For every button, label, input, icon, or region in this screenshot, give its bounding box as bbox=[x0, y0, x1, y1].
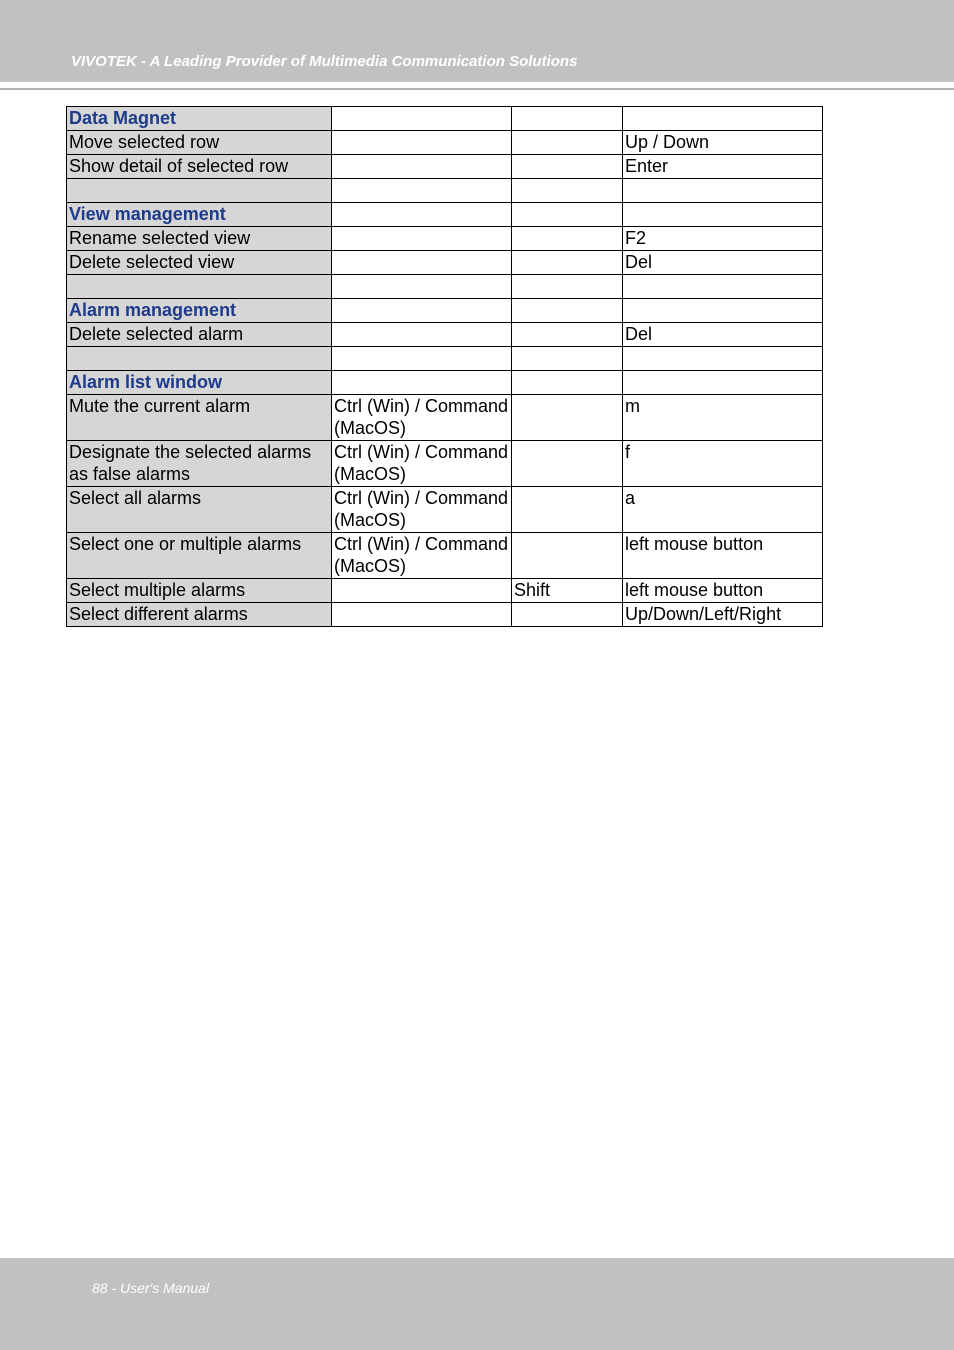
shift-cell bbox=[512, 533, 623, 579]
shift-cell bbox=[512, 395, 623, 441]
modifier-cell bbox=[332, 371, 512, 395]
key-cell: Up/Down/Left/Right bbox=[623, 603, 823, 627]
shift-cell bbox=[512, 323, 623, 347]
modifier-cell bbox=[332, 251, 512, 275]
shift-cell bbox=[512, 179, 623, 203]
modifier-cell bbox=[332, 179, 512, 203]
action-cell: Rename selected view bbox=[67, 227, 332, 251]
action-cell: Delete selected alarm bbox=[67, 323, 332, 347]
key-cell bbox=[623, 347, 823, 371]
empty-row bbox=[67, 347, 823, 371]
shift-cell bbox=[512, 299, 623, 323]
modifier-cell bbox=[332, 107, 512, 131]
key-cell bbox=[623, 179, 823, 203]
shift-cell bbox=[512, 275, 623, 299]
shift-cell bbox=[512, 155, 623, 179]
table-row bbox=[67, 323, 823, 347]
shift-cell bbox=[512, 487, 623, 533]
action-cell: Select one or multiple alarms bbox=[67, 533, 332, 579]
shift-cell: Shift bbox=[512, 579, 623, 603]
key-cell bbox=[623, 299, 823, 323]
modifier-cell bbox=[332, 579, 512, 603]
shift-cell bbox=[512, 441, 623, 487]
shift-cell bbox=[512, 251, 623, 275]
page-number-footer: 88 - User's Manual bbox=[92, 1280, 210, 1296]
table-row bbox=[67, 227, 823, 251]
shortcut-table bbox=[66, 106, 823, 627]
table-row bbox=[67, 533, 823, 579]
section-heading: Alarm list window bbox=[67, 371, 332, 395]
key-cell: F2 bbox=[623, 227, 823, 251]
section-row bbox=[67, 299, 823, 323]
modifier-cell: Ctrl (Win) / Command (MacOS) bbox=[332, 487, 512, 533]
key-cell: Del bbox=[623, 323, 823, 347]
action-cell bbox=[67, 347, 332, 371]
modifier-cell: Ctrl (Win) / Command (MacOS) bbox=[332, 395, 512, 441]
table-row bbox=[67, 251, 823, 275]
modifier-cell bbox=[332, 323, 512, 347]
header-title: VIVOTEK - A Leading Provider of Multimedia Communication Solutions bbox=[71, 53, 578, 70]
shift-cell bbox=[512, 227, 623, 251]
footer-band bbox=[0, 1258, 954, 1350]
section-heading: View management bbox=[67, 203, 332, 227]
action-cell bbox=[67, 179, 332, 203]
action-cell: Select all alarms bbox=[67, 487, 332, 533]
key-cell: Enter bbox=[623, 155, 823, 179]
shift-cell bbox=[512, 131, 623, 155]
modifier-cell bbox=[332, 227, 512, 251]
shift-cell bbox=[512, 603, 623, 627]
key-cell: a bbox=[623, 487, 823, 533]
modifier-cell: Ctrl (Win) / Command (MacOS) bbox=[332, 533, 512, 579]
table-row bbox=[67, 441, 823, 487]
action-cell: Delete selected view bbox=[67, 251, 332, 275]
action-cell: Mute the current alarm bbox=[67, 395, 332, 441]
table-row bbox=[67, 395, 823, 441]
table-row bbox=[67, 155, 823, 179]
shift-cell bbox=[512, 203, 623, 227]
action-cell: Move selected row bbox=[67, 131, 332, 155]
key-cell bbox=[623, 275, 823, 299]
modifier-cell: Ctrl (Win) / Command (MacOS) bbox=[332, 441, 512, 487]
action-cell bbox=[67, 275, 332, 299]
modifier-cell bbox=[332, 299, 512, 323]
section-heading: Alarm management bbox=[67, 299, 332, 323]
empty-row bbox=[67, 179, 823, 203]
key-cell bbox=[623, 371, 823, 395]
key-cell: Up / Down bbox=[623, 131, 823, 155]
table-row bbox=[67, 603, 823, 627]
action-cell: Select different alarms bbox=[67, 603, 332, 627]
action-cell: Designate the selected alarms as false alarms bbox=[67, 441, 332, 487]
key-cell: left mouse button bbox=[623, 579, 823, 603]
table-row bbox=[67, 579, 823, 603]
header-divider bbox=[0, 88, 954, 90]
key-cell: left mouse button bbox=[623, 533, 823, 579]
modifier-cell bbox=[332, 131, 512, 155]
action-cell: Select multiple alarms bbox=[67, 579, 332, 603]
section-heading: Data Magnet bbox=[67, 107, 332, 131]
modifier-cell bbox=[332, 275, 512, 299]
modifier-cell bbox=[332, 347, 512, 371]
key-cell: Del bbox=[623, 251, 823, 275]
action-cell: Show detail of selected row bbox=[67, 155, 332, 179]
key-cell bbox=[623, 107, 823, 131]
key-cell: m bbox=[623, 395, 823, 441]
table-row bbox=[67, 131, 823, 155]
shift-cell bbox=[512, 107, 623, 131]
section-row bbox=[67, 203, 823, 227]
table-row bbox=[67, 487, 823, 533]
section-row bbox=[67, 371, 823, 395]
key-cell: f bbox=[623, 441, 823, 487]
key-cell bbox=[623, 203, 823, 227]
modifier-cell bbox=[332, 155, 512, 179]
empty-row bbox=[67, 275, 823, 299]
section-row bbox=[67, 107, 823, 131]
shift-cell bbox=[512, 347, 623, 371]
modifier-cell bbox=[332, 603, 512, 627]
modifier-cell bbox=[332, 203, 512, 227]
shift-cell bbox=[512, 371, 623, 395]
